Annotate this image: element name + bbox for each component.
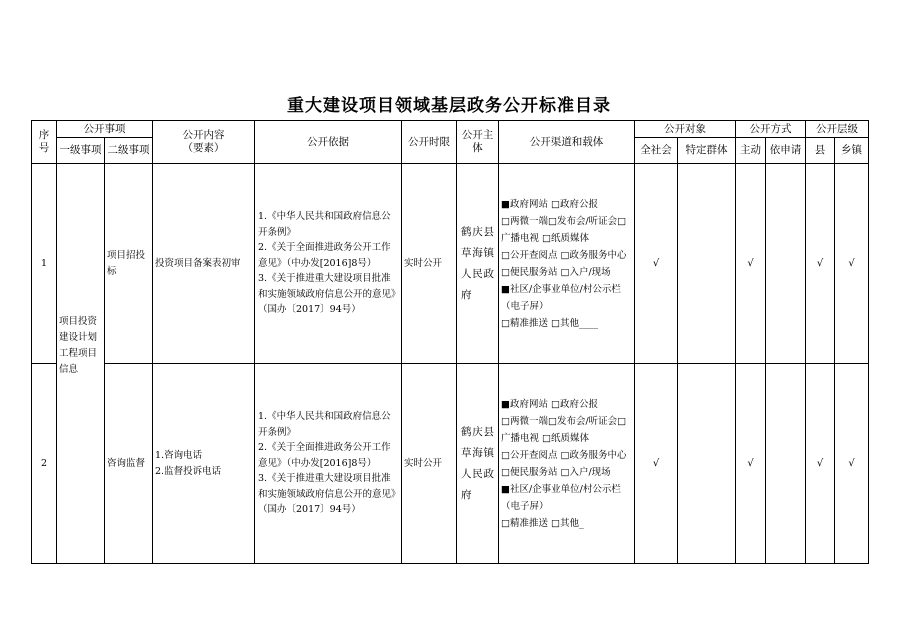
check-request — [766, 164, 806, 364]
check-specific-group — [678, 364, 736, 564]
channel-option: □便民服务站 □入户/现场 — [501, 466, 611, 478]
channel-option: □精准推送 □其他_ — [501, 517, 584, 529]
subject-item: 鹤庆县草海镇人民政府 — [457, 164, 499, 364]
check-request — [766, 364, 806, 564]
channel-option: ■政府网站 □政府公报 — [501, 398, 598, 410]
header-basis: 公开依据 — [255, 121, 402, 164]
check-all-society: √ — [635, 364, 678, 564]
header-subject: 公开主体 — [457, 121, 499, 164]
header-channel: 公开渠道和载体 — [499, 121, 635, 164]
channel-option: □精准推送 □其他____ — [501, 317, 598, 329]
basis-item: 3.《关于推进重大建设项目批准和实施领域政府信息公开的意见》（国办〔2017〕94号） — [258, 273, 396, 316]
level2-item: 咨询监督 — [105, 364, 153, 564]
level1-item: 项目投资建设计划工程项目信息 — [57, 164, 105, 564]
header-seq: 序号 — [32, 121, 57, 164]
table-row — [32, 164, 869, 364]
channel-option: ■政府网站 □政府公报 — [501, 198, 598, 210]
channel-option: □便民服务站 □入户/现场 — [501, 266, 611, 278]
check-active: √ — [736, 164, 766, 364]
content-item: 投资项目备案表初审 — [153, 164, 255, 364]
header-level1: 一级事项 — [57, 138, 105, 164]
header-matter: 公开事项 — [57, 121, 153, 138]
check-county: √ — [806, 364, 835, 564]
basis-list — [255, 364, 402, 564]
channel-option: □两微一端□发布会/听证会□广播电视 □纸质媒体 — [501, 415, 627, 444]
row-seq: 1 — [32, 164, 57, 364]
header-target-all: 全社会 — [635, 138, 678, 164]
header-time: 公开时限 — [402, 121, 457, 164]
check-specific-group — [678, 164, 736, 364]
time-item: 实时公开 — [402, 164, 457, 364]
check-active: √ — [736, 364, 766, 564]
header-content-sub: （要素） — [182, 142, 225, 154]
basis-list — [255, 164, 402, 364]
channel-option: ■社区/企事业单位/村公示栏（电子屏） — [501, 483, 621, 512]
content-item: 1.咨询电话 2.监督投诉电话 — [153, 364, 255, 564]
channel-option: ■社区/企事业单位/村公示栏（电子屏） — [501, 283, 621, 312]
disclosure-catalog-table — [31, 120, 869, 564]
level2-item: 项目招投标 — [105, 164, 153, 364]
document-title: 重大建设项目领域基层政务公开标准目录 — [287, 96, 611, 116]
basis-item: 3.《关于推进重大建设项目批准和实施领域政府信息公开的意见》（国办〔2017〕94号） — [258, 473, 396, 516]
channel-list — [499, 364, 635, 564]
header-level-town: 乡镇 — [835, 138, 869, 164]
basis-item: 2.《关于全面推进政务公开工作意见》（中办发[2016]8号） — [258, 442, 391, 469]
channel-option: □两微一端□发布会/听证会□广播电视 □纸质媒体 — [501, 215, 627, 244]
channel-option: □公开查阅点 □政务服务中心 — [501, 449, 627, 461]
basis-item: 1.《中华人民共和国政府信息公开条例》 — [258, 211, 391, 238]
check-town: √ — [835, 164, 869, 364]
channel-list — [499, 164, 635, 364]
header-target-group: 特定群体 — [678, 138, 736, 164]
basis-item: 2.《关于全面推进政务公开工作意见》（中办发[2016]8号） — [258, 242, 391, 269]
check-town: √ — [835, 364, 869, 564]
header-target: 公开对象 — [635, 121, 736, 138]
basis-item: 1.《中华人民共和国政府信息公开条例》 — [258, 411, 391, 438]
check-county: √ — [806, 164, 835, 364]
header-content — [153, 121, 255, 164]
time-item: 实时公开 — [402, 364, 457, 564]
row-seq: 2 — [32, 364, 57, 564]
subject-item: 鹤庆县草海镇人民政府 — [457, 364, 499, 564]
table-row — [32, 364, 869, 564]
header-mode-active: 主动 — [736, 138, 766, 164]
header-content-label: 公开内容 — [182, 129, 225, 141]
check-all-society: √ — [635, 164, 678, 364]
header-mode: 公开方式 — [736, 121, 806, 138]
header-mode-request: 依申请 — [766, 138, 806, 164]
header-level2: 二级事项 — [105, 138, 153, 164]
header-level-county: 县 — [806, 138, 835, 164]
channel-option: □公开查阅点 □政务服务中心 — [501, 249, 627, 261]
header-level: 公开层级 — [806, 121, 869, 138]
